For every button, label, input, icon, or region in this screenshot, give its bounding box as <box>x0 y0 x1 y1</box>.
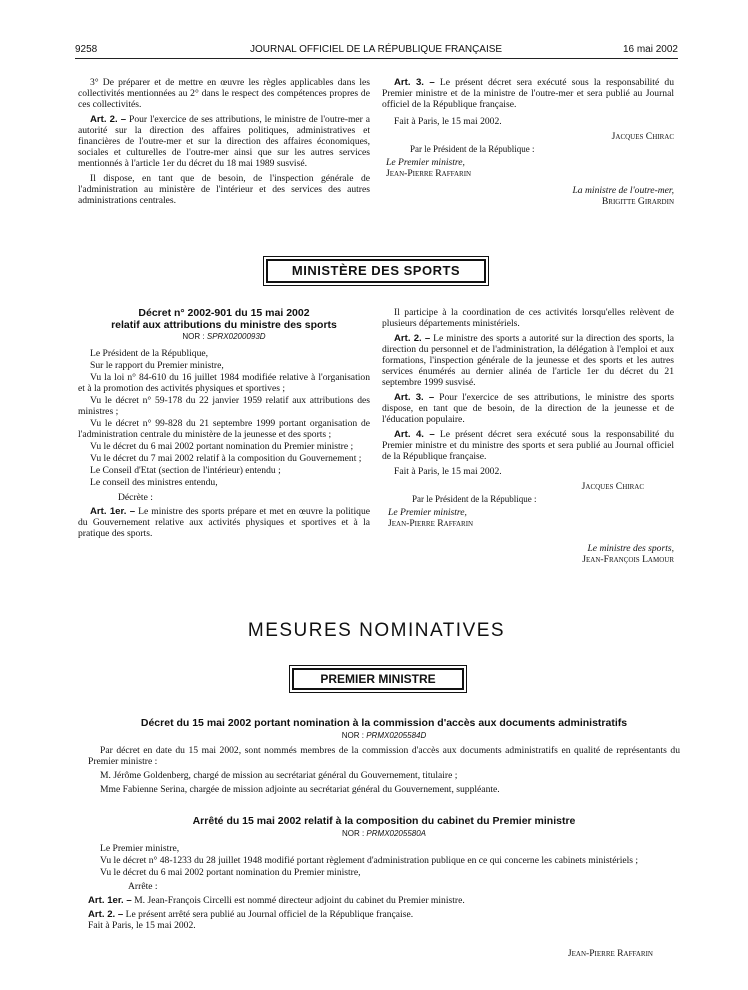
signer-name: Jacques Chirac <box>581 481 644 492</box>
nor-reference <box>78 331 370 342</box>
signature-date: Fait à Paris, le 15 mai 2002. <box>394 116 502 127</box>
ministry-heading: PREMIER MINISTRE <box>292 668 464 690</box>
article-text: Pour l'exercice de ses attributions, le ministre de l'outre-mer a autorité sur la direction des affaires politiques, administratives et financières de l'outre-mer et sur la direction des affaires économiques, sociales et culturelles de l'outre-mer ainsi que sur les autres services mentionnés à l'article 1er du décret du 18 mai 1989 susvisé. <box>78 114 370 169</box>
decree-title: Arrêté du 15 mai 2002 relatif à la composition du cabinet du Premier ministre <box>192 815 576 827</box>
decree-title: Décret n° 2002-901 du 15 mai 2002 <box>138 307 310 319</box>
cabinet-body <box>88 843 680 931</box>
article-label: Art. 1er. – <box>88 895 132 906</box>
article-paragraph <box>78 506 370 539</box>
signature-date: Fait à Paris, le 15 mai 2002. <box>394 466 502 477</box>
ministry-heading-box <box>263 256 489 286</box>
article-paragraph <box>88 895 680 906</box>
sports-left-column <box>78 307 370 543</box>
paragraph: Le Premier ministre, <box>100 843 180 854</box>
minister-title: La ministre de l'outre-mer, <box>572 185 674 196</box>
paragraph: 3° De préparer et de mettre en œuvre les règles applicables dans les collectivités mentionnées au 2° dans le respect des compétences propres de ces collectivités. <box>78 77 370 110</box>
article-text: Le présent arrêté sera publié au Journal officiel de la République française. <box>123 909 414 920</box>
nor-reference <box>75 731 693 740</box>
nor-label: NOR : <box>341 829 367 838</box>
top-left-column <box>78 77 370 210</box>
article-text: M. Jean-François Circelli est nommé directeur adjoint du cabinet du Premier ministre. <box>131 895 465 906</box>
top-right-column <box>382 77 674 207</box>
article-paragraph <box>382 77 674 110</box>
countersign-line: Par le Président de la République : <box>412 494 537 504</box>
paragraph: Il participe à la coordination de ces activités lorsqu'elles relèvent de plusieurs départements ministériels. <box>382 307 674 329</box>
countersign-title: Le Premier ministre, <box>388 507 467 518</box>
article-label: Art. 3. – <box>394 77 435 88</box>
nor-label: NOR : <box>341 731 367 740</box>
page-number: 9258 <box>75 44 98 55</box>
decree-title: Décret du 15 mai 2002 portant nomination à la commission d'accès aux documents administratifs <box>140 717 628 729</box>
visa-line: Le Conseil d'Etat (section de l'intérieur) entendu ; <box>90 465 281 476</box>
journal-title: JOURNAL OFFICIEL DE LA RÉPUBLIQUE FRANÇAISE <box>250 44 503 55</box>
visa-line: Vu la loi n° 84-610 du 16 juillet 1984 modifiée relative à l'organisation et à la promotion des activités physiques et sportives ; <box>78 372 370 394</box>
article-label: Art. 4. – <box>394 429 435 440</box>
paragraph: Par décret en date du 15 mai 2002, sont nommés membres de la commission d'accès aux documents administratifs en qualité de représentants du Premier ministre : <box>88 745 680 767</box>
article-label: Art. 3. – <box>394 392 435 403</box>
section-heading: MESURES NOMINATIVES <box>247 620 506 641</box>
article-text: Pour l'exercice de ses attributions, le ministre des sports dispose, en tant que de besoin, de la direction de la jeunesse et de l'éducation populaire. <box>382 392 674 425</box>
minister-name: Jean-François Lamour <box>582 554 674 565</box>
nor-label: NOR : <box>182 332 207 341</box>
article-paragraph <box>88 909 680 920</box>
article-paragraph <box>382 333 674 388</box>
visa-line: Sur le rapport du Premier ministre, <box>90 360 224 371</box>
visa-line: Vu le décret du 6 mai 2002 portant nomination du Premier ministre ; <box>90 441 354 452</box>
visa-line: Le Président de la République, <box>90 348 209 359</box>
article-label: Art. 2. – <box>90 114 127 125</box>
nor-code: PRMX0205580A <box>366 829 427 838</box>
countersign-title: Le Premier ministre, <box>386 157 465 168</box>
decrete-line: Décrète : <box>118 492 153 503</box>
cada-body <box>88 745 680 798</box>
countersign-name: Jean-Pierre Raffarin <box>388 518 474 529</box>
signer-name: Jacques Chirac <box>611 131 674 142</box>
nor-code: SPRX0200093D <box>206 332 266 341</box>
decree-subtitle: relatif aux attributions du ministre des sports <box>111 319 337 331</box>
issue-date: 16 mai 2002 <box>622 44 678 55</box>
visa-line: Le conseil des ministres entendu, <box>90 477 218 488</box>
visa-line: Vu le décret du 7 mai 2002 relatif à la composition du Gouvernement ; <box>90 453 362 464</box>
paragraph: Mme Fabienne Serina, chargée de mission adjointe au secrétariat général du Gouvernement, suppléante. <box>100 784 500 795</box>
page-header <box>75 44 678 59</box>
article-label: Art. 2. – <box>88 909 124 920</box>
nor-code: PRMX0205584D <box>366 731 427 740</box>
article-paragraph <box>382 392 674 425</box>
article-text: Le ministre des sports a autorité sur la direction des sports, la direction du personnel et de l'administration, la délégation à l'emploi et aux formations, l'inspection générale de la jeunesse et des sports et les autres services énumérés au dernier alinéa de l'article 1er du décret du 21 septembre 1999 susvisé. <box>382 333 674 388</box>
paragraph: Vu le décret n° 48-1233 du 28 juillet 1948 modifié portant règlement d'administration publique en ce qui concerne les cabinets ministériels ; <box>100 855 639 866</box>
minister-name: Brigitte Girardin <box>601 196 674 207</box>
paragraph: Vu le décret du 6 mai 2002 portant nomination du Premier ministre, <box>100 867 361 878</box>
visa-line: Vu le décret n° 59-178 du 22 janvier 1959 relatif aux attributions des ministres ; <box>78 395 370 417</box>
paragraph: Il dispose, en tant que de besoin, de l'inspection générale de l'administration au ministère de l'intérieur et des services des autres administrations centrales. <box>78 173 370 206</box>
ministry-heading: MINISTÈRE DES SPORTS <box>266 259 486 283</box>
signer-name: Jean-Pierre Raffarin <box>567 948 653 959</box>
article-text: Le ministre des sports prépare et met en œuvre la politique du Gouvernement relative aux activités physiques et sportives et à la pratique des sports. <box>78 506 370 539</box>
article-paragraph <box>78 114 370 169</box>
ministry-heading-box <box>289 665 467 693</box>
article-text: Le présent décret sera exécuté sous la responsabilité du Premier ministre et du ministre des sports et sera publié au Journal officiel de la République française. <box>382 429 674 462</box>
sports-right-column <box>382 307 674 565</box>
visa-line: Vu le décret n° 99-828 du 21 septembre 1999 portant organisation de l'administration centrale du ministère de la jeunesse et des sports ; <box>78 418 370 440</box>
article-text: Le présent décret sera exécuté sous la responsabilité du Premier ministre et de la ministre de l'outre-mer et sera publié au Journal officiel de la République française. <box>382 77 674 110</box>
paragraph: M. Jérôme Goldenberg, chargé de mission au secrétariat général du Gouvernement, titulaire ; <box>100 770 458 781</box>
minister-title: Le ministre des sports, <box>587 543 674 554</box>
nor-reference <box>75 829 693 838</box>
article-paragraph <box>382 429 674 462</box>
countersign-name: Jean-Pierre Raffarin <box>386 168 472 179</box>
article-label: Art. 1er. – <box>90 506 136 517</box>
countersign-line: Par le Président de la République : <box>410 144 535 154</box>
article-label: Art. 2. – <box>394 333 431 344</box>
signature-date: Fait à Paris, le 15 mai 2002. <box>88 920 196 931</box>
arrete-line: Arrête : <box>128 881 158 892</box>
